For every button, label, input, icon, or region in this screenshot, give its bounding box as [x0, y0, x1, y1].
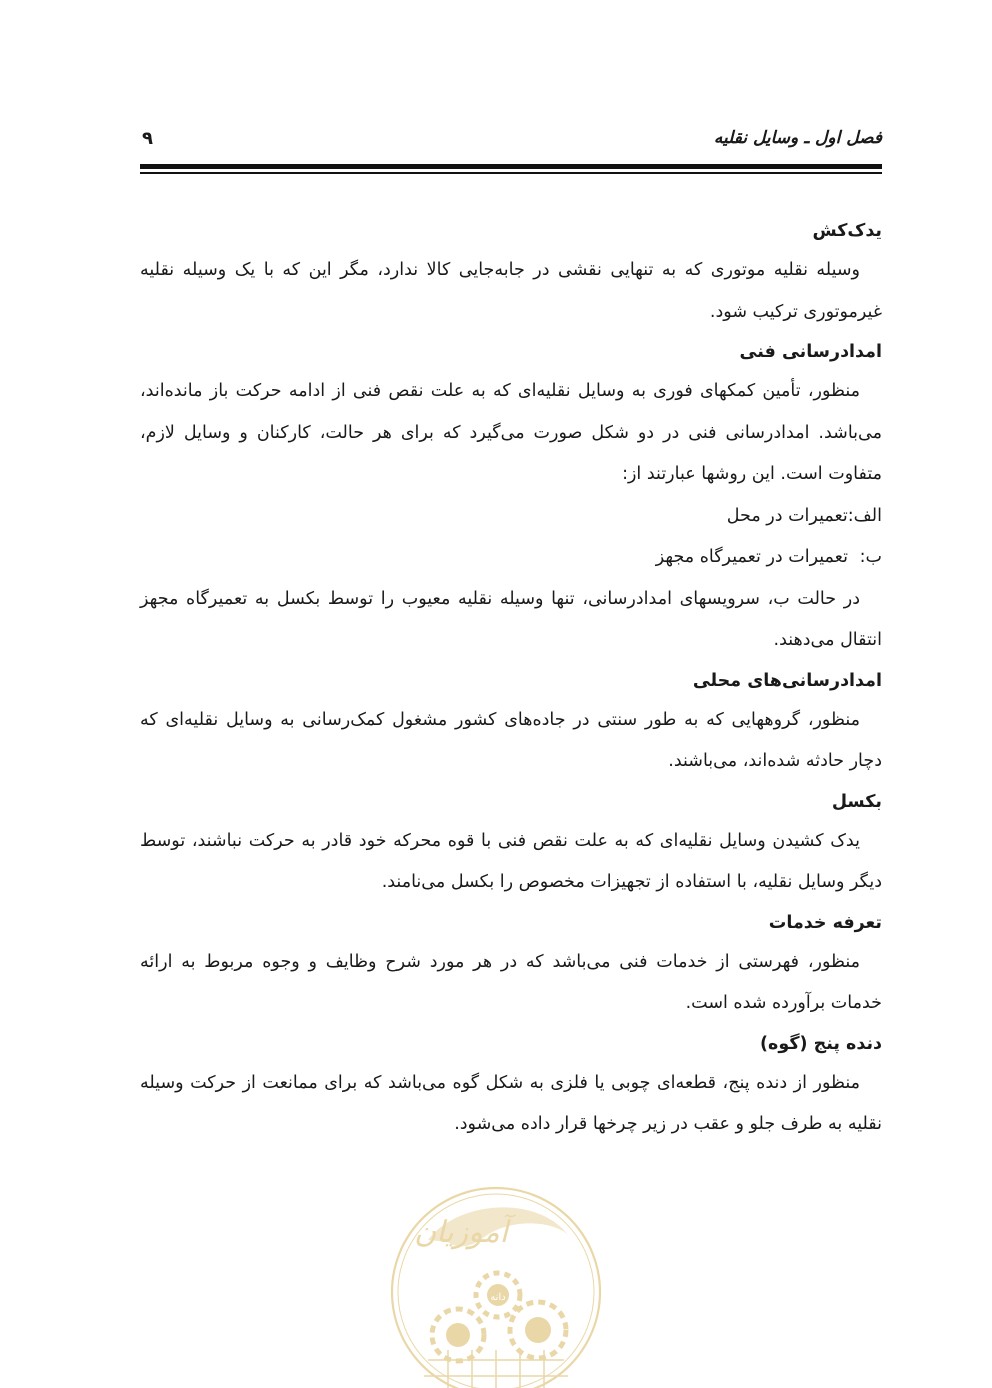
section-paragraph: منظور، تأمین کمکهای فوری به وسایل نقلیه‌ای که به علت نقص فنی از ادامه حرکت باز مانده‌اند، می‌باشد. امدادرسانی فنی در دو شکل صورت می‌گیرد که برای هر حالت، کارکنان و وسایل لازم، متفاوت است. این روشها عبارتند از:: [140, 381, 882, 484]
list-item: [140, 496, 882, 538]
watermark-logo: [388, 1180, 604, 1388]
body-content: [140, 212, 882, 1146]
section-paragraph: منظور، گروههایی که به طور سنتی در جاده‌های کشور مشغول کمک‌رسانی به وسایل نقلیه‌ای که دچار حادثه شده‌اند، می‌باشند.: [140, 709, 882, 771]
section-heading: یدک‌کش: [812, 221, 882, 241]
header-rule-thin: [140, 172, 882, 174]
list-marker: ب:: [859, 547, 882, 567]
page-header: [140, 128, 882, 158]
page-number: ۹: [142, 128, 153, 149]
section-heading: دنده پنج (گوه): [760, 1033, 882, 1054]
section-heading: تعرفه خدمات: [768, 912, 882, 933]
section-paragraph: منظور، فهرستی از خدمات فنی می‌باشد که در هر مورد شرح وظایف و وجوه مربوط به ارائه خدمات برآورده شده است.: [140, 951, 882, 1013]
section-heading: بکسل: [831, 791, 882, 812]
list-marker: الف:: [847, 505, 882, 526]
watermark-inner-label: دانه: [490, 1292, 506, 1303]
section-heading: امدادرسانی فنی: [739, 342, 882, 362]
list-item-text: تعمیرات در محل: [726, 505, 848, 526]
section-heading: امدادرسانی‌های محلی: [692, 670, 882, 691]
watermark-seal-icon: [388, 1180, 604, 1388]
section-paragraph: وسیله نقلیه موتوری که به تنهایی نقشی در جابه‌جایی کالا ندارد، مگر این که با یک وسیله نقلیه غیرموتوری ترکیب شود.: [140, 260, 882, 322]
header-rule-thick: [140, 164, 882, 169]
chapter-title: فصل اول ـ وسایل نقلیه: [713, 128, 882, 148]
list-item-text: تعمیرات در تعمیرگاه مجهز: [655, 547, 848, 567]
watermark-text: آموزیان: [414, 1215, 508, 1250]
section-paragraph: یدک کشیدن وسایل نقلیه‌ای که به علت نقص فنی با قوه محرکه خود قادر به حرکت نباشند، توسط دیگر وسایل نقلیه، با استفاده از تجهیزات مخصوص را بکسل می‌نامند.: [140, 830, 882, 892]
section-paragraph: در حالت ب، سرویسهای امدادرسانی، تنها وسیله نقلیه معیوب را توسط بکسل به تعمیرگاه مجهز انتقال می‌دهند.: [140, 588, 882, 650]
list-item: [140, 537, 882, 579]
section-paragraph: منظور از دنده پنج، قطعه‌ای چوبی یا فلزی به شکل گوه می‌باشد که برای ممانعت از حرکت وسیله نقلیه به طرف جلو و عقب در زیر چرخها قرار داده می‌شود.: [140, 1072, 882, 1134]
